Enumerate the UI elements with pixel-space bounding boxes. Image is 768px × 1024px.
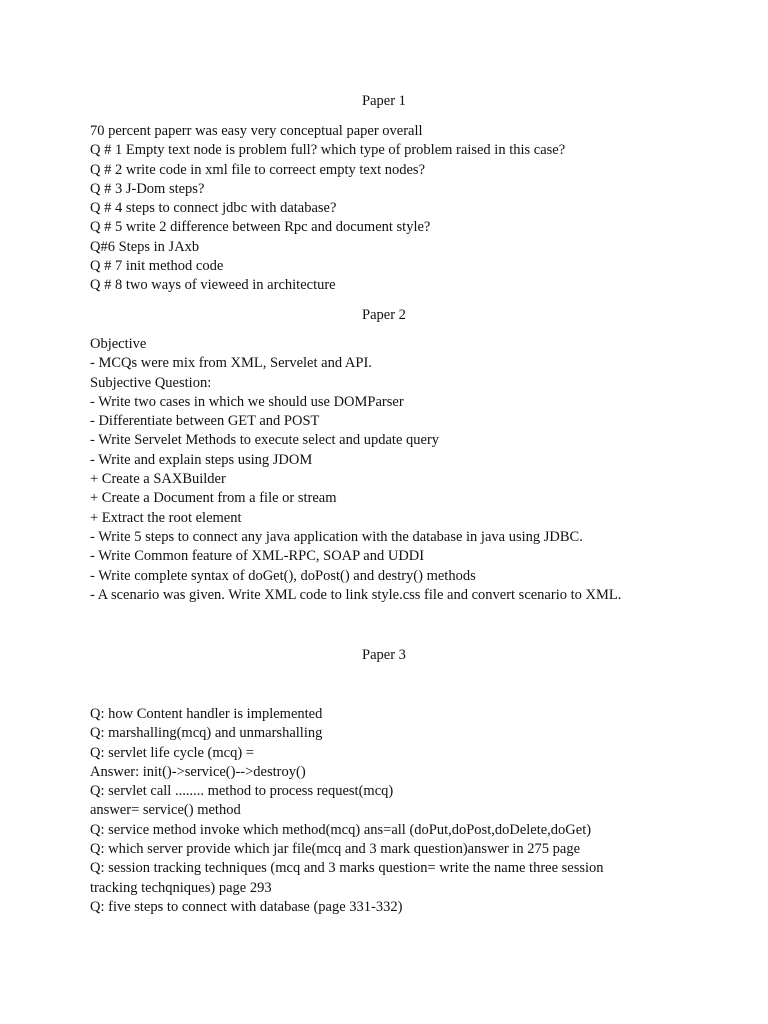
paper-3-title: Paper 3 — [362, 647, 406, 663]
paper-3-line: Q: session tracking techniques (mcq and 3 marks question= write the name three session tracking techqniques) page 293 — [90, 860, 604, 896]
paper-2-line: - Write complete syntax of doGet(), doPost() and destry() methods — [90, 567, 476, 584]
paper-2-line: - Write Servelet Methods to execute select and update query — [90, 432, 440, 449]
paper-3-content — [90, 705, 690, 917]
paper-1-line: Q # 5 write 2 difference between Rpc and document style? — [90, 219, 431, 236]
paper-1-line: Q # 7 init method code — [90, 258, 224, 275]
paper-3-line: Q: service method invoke which method(mcq) ans=all (doPut,doPost,doDelete,doGet) — [90, 821, 592, 838]
paper-3-line: Q: servlet call ........ method to process request(mcq) — [90, 783, 394, 800]
paper-2-line: - Write Common feature of XML-RPC, SOAP and UDDI — [90, 548, 425, 565]
paper-2-line: + Create a Document from a file or stream — [90, 490, 337, 507]
paper-2-line: - Differentiate between GET and POST — [90, 413, 320, 430]
paper-3-line: answer= service() method — [90, 802, 241, 819]
paper-2-line: Objective — [90, 336, 147, 352]
paper-2-line: + Create a SAXBuilder — [90, 471, 226, 488]
paper-1-line: 70 percent paperr was easy very conceptual paper overall — [90, 123, 423, 139]
paper-3-line: Q: which server provide which jar file(mcq and 3 mark question)answer in 275 page — [90, 841, 581, 858]
paper-1-line: Q # 4 steps to connect jdbc with database? — [90, 200, 337, 217]
paper-1-line: Q # 3 J-Dom steps? — [90, 180, 205, 197]
paper-1-line: Q # 1 Empty text node is problem full? which type of problem raised in this case? — [90, 142, 566, 159]
paper-2-line: - Write 5 steps to connect any java application with the database in java using JDBC. — [90, 528, 583, 545]
paper-2-title: Paper 2 — [362, 307, 406, 323]
paper-2-line: - Write and explain steps using JDOM — [90, 451, 313, 468]
paper-1-line: Q#6 Steps in JAxb — [90, 238, 200, 255]
paper-2-line: - A scenario was given. Write XML code to link style.css file and convert scenario to XML. — [90, 586, 622, 603]
paper-3-line: Q: servlet life cycle (mcq) = — [90, 744, 254, 761]
paper-3-line: Answer: init()->service()-->destroy() — [90, 763, 306, 780]
paper-2-line: - MCQs were mix from XML, Servelet and API. — [90, 355, 372, 372]
paper-2-line: + Extract the root element — [90, 509, 242, 526]
paper-1-line: Q # 2 write code in xml file to correect empty text nodes? — [90, 161, 426, 178]
paper-2-content — [90, 335, 690, 605]
paper-2-line: Subjective Question: — [90, 374, 212, 391]
paper-3-line: Q: marshalling(mcq) and unmarshalling — [90, 725, 323, 742]
paper-1-content — [90, 122, 690, 296]
paper-3-line: Q: five steps to connect with database (page 331-332) — [90, 898, 403, 915]
paper-1-title: Paper 1 — [362, 93, 406, 109]
paper-2-line: - Write two cases in which we should use DOMParser — [90, 393, 404, 410]
paper-1-line: Q # 8 two ways of vieweed in architecture — [90, 277, 336, 294]
paper-3-line: Q: how Content handler is implemented — [90, 706, 323, 722]
